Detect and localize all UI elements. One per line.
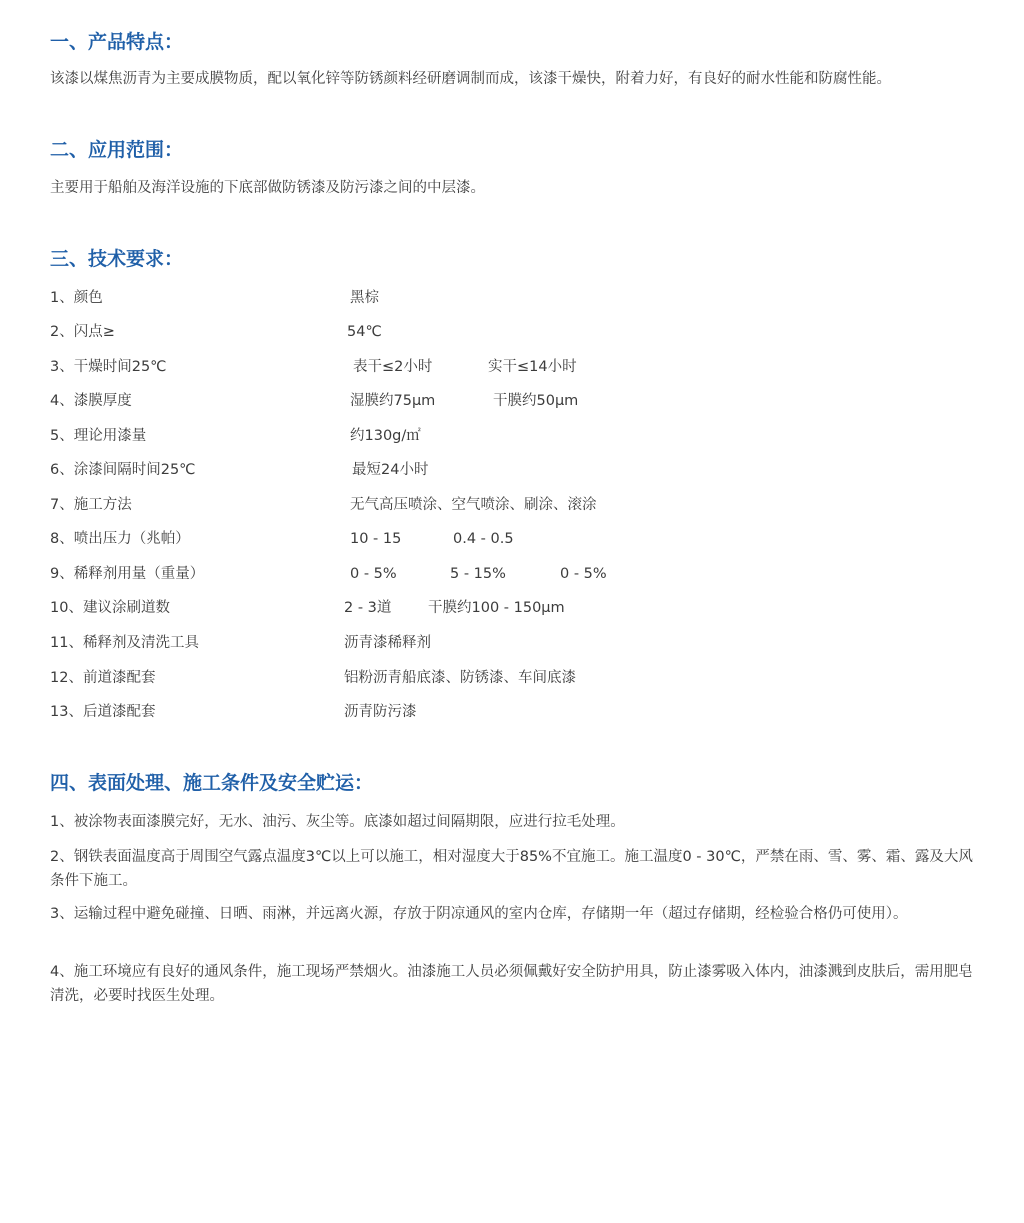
spec-label: 4、漆膜厚度: [50, 393, 132, 409]
spec-value-2: 干膜约50μm: [493, 393, 579, 409]
spec-value-2: 实干≤14小时: [488, 359, 577, 375]
spec-label: 7、施工方法: [50, 497, 132, 513]
spec-value-3: 0 - 5%: [560, 566, 607, 582]
spec-row: [50, 631, 750, 655]
section-features-title: 一、产品特点：: [50, 31, 184, 53]
spec-label: 11、稀释剂及清洗工具: [50, 635, 199, 651]
spec-value: 0 - 5%: [350, 566, 397, 582]
spec-value-2: 0.4 - 0.5: [453, 531, 514, 547]
spec-label: 2、闪点≥: [50, 324, 115, 340]
spec-row: [50, 493, 750, 517]
spec-row: [50, 355, 750, 379]
spec-label: 8、喷出压力（兆帕）: [50, 531, 190, 547]
spec-label: 10、建议涂刷道数: [50, 600, 170, 616]
handling-item: 1、被涂物表面漆膜完好，无水、油污、灰尘等。底漆如超过间隔期限，应进行拉毛处理。: [50, 814, 625, 830]
spec-value: 2 - 3道: [344, 600, 392, 616]
spec-value-2: 5 - 15%: [450, 566, 506, 582]
section-application-text: 主要用于船舶及海洋设施的下底部做防锈漆及防污漆之间的中层漆。: [50, 180, 485, 196]
section-features-text: 该漆以煤焦沥青为主要成膜物质，配以氧化锌等防锈颜料经研磨调制而成，该漆干燥快，附着力好，有良好的耐水性能和防腐性能。: [50, 71, 891, 87]
handling-item: 4、施工环境应有良好的通风条件，施工现场严禁烟火。油漆施工人员必须佩戴好安全防护用具，防止漆雾吸入体内，油漆溅到皮肤后，需用肥皂清洗，必要时找医生处理。: [50, 964, 973, 1004]
section-handling-title: 四、表面处理、施工条件及安全贮运：: [50, 772, 374, 794]
spec-value: 最短24小时: [352, 462, 429, 478]
spec-value: 沥青防污漆: [344, 704, 417, 720]
spec-label: 9、稀释剂用量（重量）: [50, 566, 205, 582]
spec-value: 沥青漆稀释剂: [344, 635, 431, 651]
spec-row: [50, 562, 750, 586]
section-technical-title: 三、技术要求：: [50, 248, 184, 270]
spec-row: [50, 666, 750, 690]
spec-row: [50, 458, 750, 482]
spec-label: 3、干燥时间25℃: [50, 359, 167, 375]
spec-row: [50, 286, 750, 310]
spec-label: 6、涂漆间隔时间25℃: [50, 462, 196, 478]
spec-label: 12、前道漆配套: [50, 670, 156, 686]
spec-row: [50, 320, 750, 344]
spec-label: 1、颜色: [50, 290, 103, 306]
handling-item: 2、钢铁表面温度高于周围空气露点温度3℃以上可以施工，相对湿度大于85%不宜施工。施工温度0 - 30℃，严禁在雨、雪、雾、霜、露及大风条件下施工。: [50, 849, 973, 889]
spec-row: [50, 424, 750, 448]
spec-value: 10 - 15: [350, 531, 402, 547]
spec-value: 铝粉沥青船底漆、防锈漆、车间底漆: [344, 670, 576, 686]
spec-value: 黑棕: [350, 290, 379, 306]
spec-row: [50, 527, 750, 551]
spec-value: 54℃: [347, 324, 382, 340]
spec-label: 13、后道漆配套: [50, 704, 156, 720]
spec-value: 无气高压喷涂、空气喷涂、刷涂、滚涂: [350, 497, 597, 513]
spec-value-2: 干膜约100 - 150μm: [428, 600, 565, 616]
spec-row: [50, 700, 750, 724]
spec-value: 表干≤2小时: [353, 359, 433, 375]
spec-value: 约130g/㎡: [350, 428, 421, 444]
spec-row: [50, 596, 750, 620]
section-application-title: 二、应用范围：: [50, 139, 184, 161]
spec-value: 湿膜约75μm: [350, 393, 436, 409]
handling-item: 3、运输过程中避免碰撞、日晒、雨淋，并远离火源，存放于阴凉通风的室内仓库，存储期一年（超过存储期，经检验合格仍可使用）。: [50, 906, 908, 922]
spec-row: [50, 389, 750, 413]
spec-label: 5、理论用漆量: [50, 428, 147, 444]
